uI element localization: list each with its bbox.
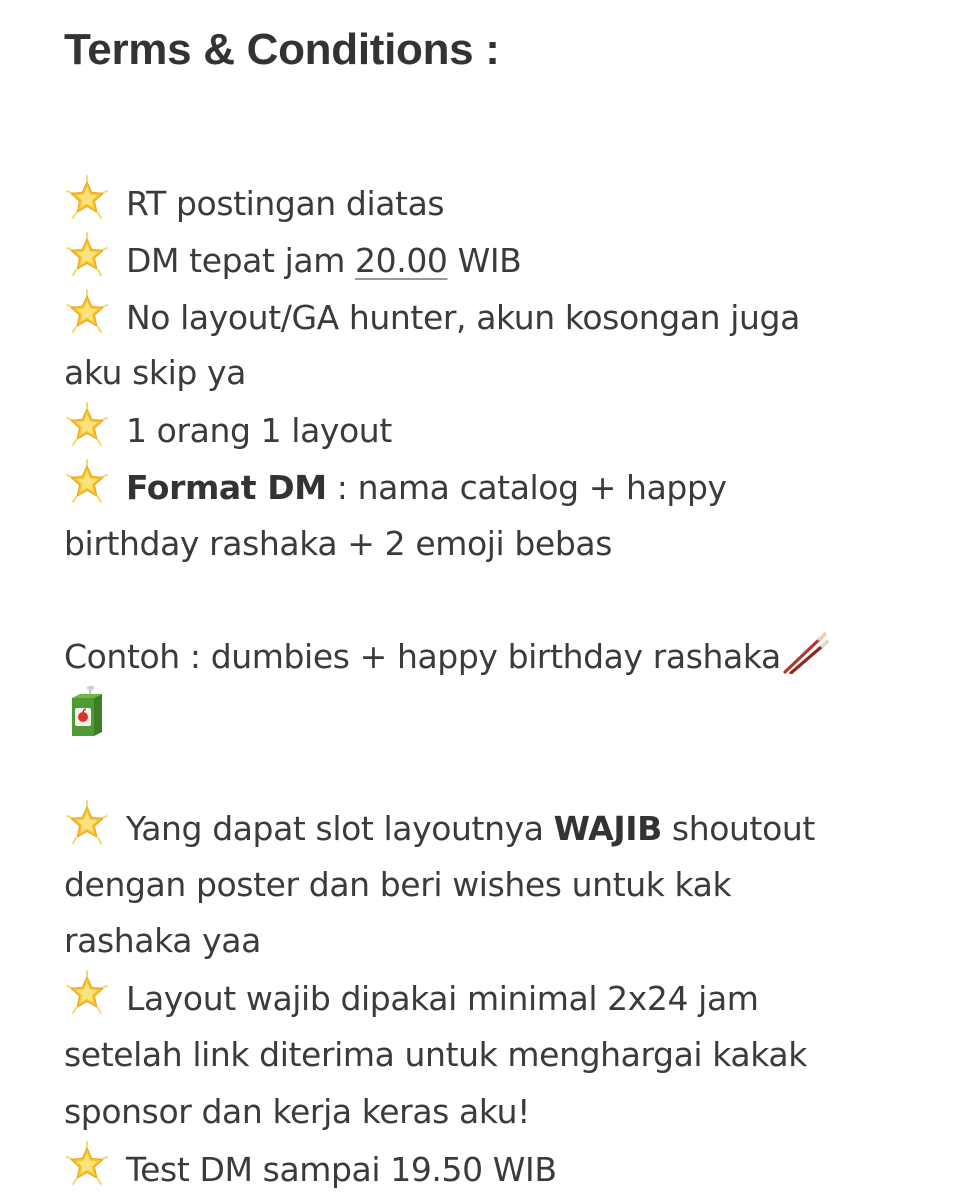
spacer	[64, 743, 944, 800]
list-item-continuation: birthday rashaka + 2 emoji bebas	[64, 523, 612, 563]
list-item-continuation: setelah link diterima untuk menghargai kakak	[64, 1034, 807, 1074]
glowing-star-icon	[64, 970, 110, 1016]
list-item-text: DM tepat jam	[126, 240, 356, 280]
time-link[interactable]: 20.00	[355, 240, 448, 280]
list-item-text: WIB	[447, 240, 522, 280]
glowing-star-icon	[64, 402, 110, 448]
list-item-rt	[64, 175, 944, 232]
list-item-continuation: aku skip ya	[64, 353, 246, 393]
list-item-dm	[64, 232, 944, 289]
emphasis-text: WAJIB	[553, 808, 662, 848]
note	[64, 22, 944, 1197]
glowing-star-icon	[64, 800, 110, 846]
juice-box-icon	[64, 686, 108, 738]
list-item-one	[64, 402, 944, 459]
list-item-format	[64, 459, 944, 516]
list-item-continuation: sponsor dan kerja keras aku!	[64, 1091, 530, 1131]
list-item-text: No layout/GA hunter, akun kosongan juga	[126, 297, 800, 337]
list-item-text: Yang dapat slot layoutnya	[126, 808, 554, 848]
list-item-test	[64, 1141, 944, 1198]
list-item-continuation: dengan poster dan beri wishes untuk kak	[64, 864, 732, 904]
glowing-star-icon	[64, 459, 110, 505]
list-item-text: shoutout	[661, 808, 815, 848]
list-item-continuation: rashaka yaa	[64, 921, 261, 961]
list-item-yang	[64, 800, 944, 857]
list-item-text: Test DM sampai 19.50 WIB	[126, 1149, 557, 1189]
spacer	[64, 573, 944, 630]
terms-list	[64, 175, 944, 1197]
example-line-2	[64, 686, 944, 743]
list-item-text: RT postingan diatas	[126, 184, 445, 223]
page-title: Terms & Conditions :	[64, 25, 500, 74]
list-item-text: Layout wajib dipakai minimal 2x24 jam	[126, 979, 759, 1019]
list-item-no-layout	[64, 289, 944, 346]
glowing-star-icon	[64, 232, 110, 278]
chopsticks-icon	[781, 630, 829, 674]
glowing-star-icon	[64, 1141, 110, 1187]
example-line	[64, 629, 944, 686]
format-label: Format DM	[126, 467, 327, 507]
list-item-text: : nama catalog + happy	[326, 467, 727, 507]
list-item-layout	[64, 970, 944, 1027]
list-item-text: 1 orang 1 layout	[126, 411, 392, 451]
glowing-star-icon	[64, 175, 110, 221]
example-text: Contoh : dumbies + happy birthday rashaka	[64, 637, 781, 677]
glowing-star-icon	[64, 289, 110, 335]
